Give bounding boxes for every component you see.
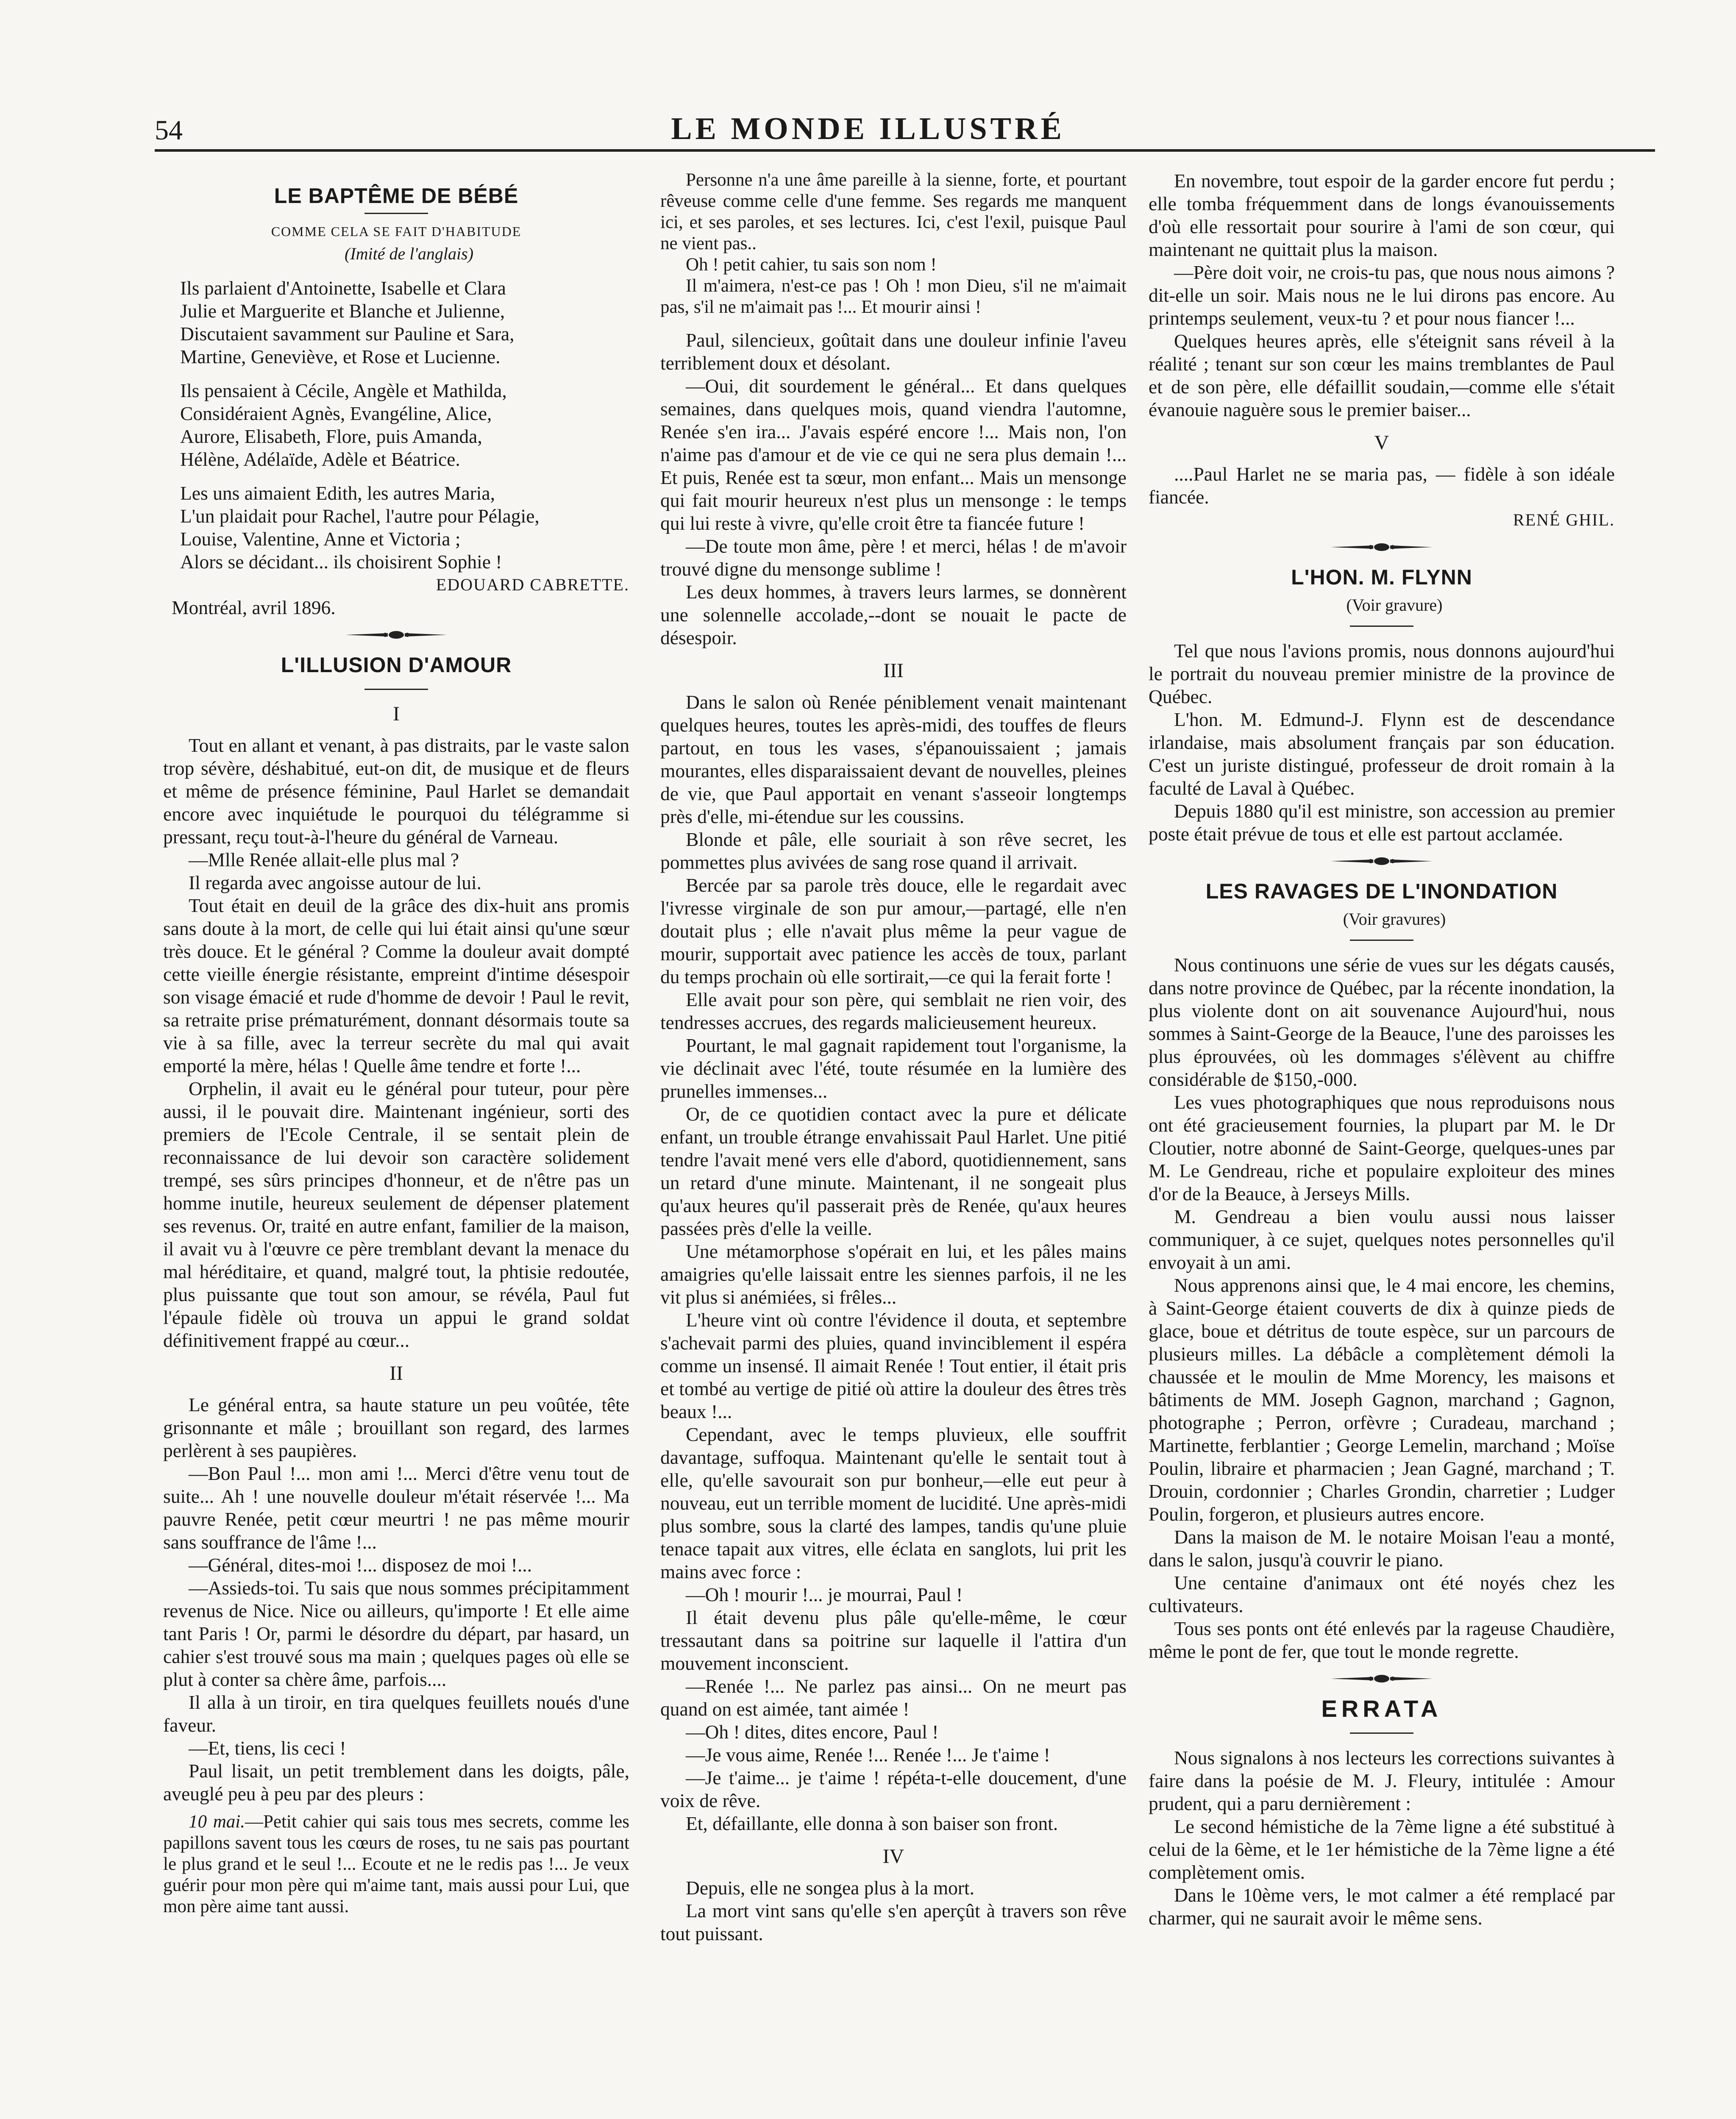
paragraph: Oh ! petit cahier, tu sais son nom ! [686,255,937,275]
paragraph: Paul, silencieux, goûtait dans une douleur infinie l'aveu terriblement doux et désolant. [660,329,1127,374]
flynn-subtitle: (Voir gravure) [1346,595,1443,615]
paragraph: Une centaine d'animaux ont été noyés chez les cultivateurs. [1149,1572,1615,1616]
ornament-divider [341,630,451,640]
paragraph: —Et, tiens, lis ceci ! [189,1737,346,1759]
paragraph: Il regarda avec angoisse autour de lui. [189,872,482,893]
section-number: III [883,659,904,682]
ravages-subtitle: (Voir gravures) [1343,909,1446,929]
paragraph: —Renée !... Ne parlez pas ainsi... On ne meurt pas quand on est aimée, tant aimée ! [660,1675,1127,1720]
paragraph: Depuis, elle ne songea plus à la mort. [686,1877,975,1899]
poem-line: Alors se décidant... ils choisirent Sophie ! [180,551,502,573]
poem-line: Discutaient savamment sur Pauline et Sara, [180,323,515,345]
paragraph: Les vues photographiques que nous reproduisons nous ont été gracieusement fournies, la plupart par M. le Dr Cloutier, notre abonné de Saint-George, quelques-unes par M. Le Gendreau, riche et populaire exploiteur des mines d'or de la Beauce, à Jerseys Mills. [1149,1091,1615,1204]
paragraph: —Oh ! dites, dites encore, Paul ! [686,1721,939,1743]
poem-line: Louise, Valentine, Anne et Victoria ; [180,528,461,550]
illusion-title: L'ILLUSION D'AMOUR [281,653,512,677]
paragraph: Pourtant, le mal gagnait rapidement tout l'organisme, la vie déclinait avec l'été, toute résumée en la lumière des prunelles immenses... [660,1034,1127,1102]
ornament-divider [1327,856,1437,866]
poem-stanza-1 [163,277,629,368]
poem-line: Ils parlaient d'Antoinette, Isabelle et Clara [180,277,506,299]
paragraph: Tout était en deuil de la grâce des dix-huit ans promis sans doute à la mort, de celle qui lui était ainsi qu'une sœur très douce. Et le général ? Comme la douleur avait dompté cette vieille énergie résistante, empreint d'intime désespoir son visage émacié et rude d'homme de devoir ! Paul le revit, sa retraite prise prématurément, donnant désormais toute sa vie à sa fille, avec la terreur secrète du mal qui avait emporté la mère, hélas ! Quelle âme tendre et forte !... [163,895,629,1076]
bapteme-imite: (Imité de l'anglais) [344,244,474,263]
header-rule [155,149,1655,152]
poem-line: Les uns aimaient Edith, les autres Maria, [180,482,495,504]
paragraph: En novembre, tout espoir de la garder encore fut perdu ; elle tomba fréquemment dans de longs évanouissements d'où elle ressortait pour sourire à l'ami de son cœur, qui maintenant ne quittait plus la maison. [1149,170,1615,260]
paragraph: —Je t'aime... je t'aime ! répéta-t-elle doucement, d'une voix de rêve. [660,1767,1127,1811]
poem-stanza-3 [163,482,629,573]
column-1 [163,170,629,1917]
section-number: II [389,1362,403,1385]
diary-text: —Petit cahier qui sais tous mes secrets, comme les papillons savent tous les cœurs de roses, tu ne sais pas pourtant le plus grand et le seul !... Ecoute et ne le redis pas !... Je veux guérir pour mon père qui m'aime tant, mais aussi pour Lui, que mon père aime tant aussi. [163,1812,630,1916]
paragraph: Cependant, avec le temps pluvieux, elle souffrit davantage, suffoqua. Maintenant qu'elle le sentait tout à elle, qu'elle savourait son pur bonheur,—elle eut peur à nouveau, eut un terrible moment de lucidité. Une après-midi plus sombre, sous la clarté des lampes, tandis qu'une pluie tenace tapait aux vitres, elle éclata en sanglots, lui prit les mains avec force : [660,1424,1127,1582]
paragraph: Blonde et pâle, elle souriait à son rêve secret, les pommettes plus avivées de sang rose quand il arrivait. [660,829,1127,873]
paragraph: Elle avait pour son père, qui semblait ne rien voir, des tendresses accrues, des regards malicieusement heureux. [660,989,1127,1033]
paragraph: ....Paul Harlet ne se maria pas, — fidèle à son idéale fiancée. [1149,463,1615,508]
paragraph: Quelques heures après, elle s'éteignit sans réveil à la réalité ; tenant sur son cœur les mains tremblantes de Paul et de son père, elle défaillit soudain,—comme elle s'était évanouie naguère sous le premier baiser... [1149,330,1615,420]
page-number: 54 [155,115,183,146]
paragraph: Et, défaillante, elle donna à son baiser son front. [686,1813,1058,1834]
poem-line: Aurore, Elisabeth, Flore, puis Amanda, [180,425,482,447]
paragraph: —Je vous aime, Renée !... Renée !... Je t'aime ! [686,1744,1050,1766]
paragraph: —Général, dites-moi !... disposez de moi !... [189,1554,532,1576]
title-underline [364,689,428,690]
paragraph: Dans le salon où Renée péniblement venait maintenant quelques heures, toutes les après-midi, des touffes de fleurs partout, en tous les vases, s'épanouissaient ; jamais mourantes, elles disparaissaient devant de nouvelles, pleines de vie, que Paul apportait en venant s'asseoir longtemps près d'elle, mi-étendue sur les coussins. [660,691,1127,827]
paragraph: Nous continuons une série de vues sur les dégats causés, dans notre province de Québec, par la récente inondation, la plus violente dont on ait souvenance Aujourd'hui, nous sommes à Saint-George de la Beauce, l'une des paroisses les plus éprouvées, où les dommages s'élèvent au chiffre considérable de $150,-000. [1149,954,1615,1090]
paragraph: L'heure vint où contre l'évidence il douta, et septembre s'achevait parmi des pluies, quand invinciblement il espéra comme un insensé. Il aimait Renée ! Tout entier, il était pris et tombé au vertige de pitié où attire la douleur des êtres très beaux !... [660,1309,1127,1422]
paragraph: Il alla à un tiroir, en tira quelques feuillets noués d'une faveur. [163,1691,629,1736]
section-number: IV [882,1845,904,1868]
paragraph: Il m'aimera, n'est-ce pas ! Oh ! mon Dieu, s'il ne m'aimait pas, s'il ne m'aimait pas !... Et mourir ainsi ! [660,276,1127,317]
paragraph: Paul lisait, un petit tremblement dans les doigts, pâle, aveuglé peu à peu par des pleurs : [163,1760,629,1805]
paragraph: Bercée par sa parole très douce, elle le regardait avec l'ivresse virginale de son pur amour,—partagé, elle n'en doutait plus ; elle n'avait plus même la peur vague de mourir, supportait avec patience les accès de toux, parlant du temps prochain où elle sortirait,—ce qui la ferait forte ! [660,874,1127,987]
column-2 [660,170,1127,1945]
poem-line: L'un plaidait pour Rachel, l'autre pour Pélagie, [180,505,540,527]
poem-line: Ils pensaient à Cécile, Angèle et Mathilda, [180,380,507,401]
section-number: V [1374,431,1389,454]
title-underline [1350,940,1413,941]
title-underline [364,213,428,214]
section-number: I [393,703,400,725]
ravages-title: LES RAVAGES DE L'INONDATION [1205,879,1558,903]
title-underline [1350,626,1413,627]
bapteme-title: LE BAPTÊME DE BÉBÉ [274,184,519,208]
paragraph: Dans la maison de M. le notaire Moisan l'eau a monté, dans le salon, jusqu'à couvrir le piano. [1149,1526,1615,1571]
poem-stanza-2 [163,379,629,471]
paragraph: Une métamorphose s'opérait en lui, et les pâles mains amaigries qu'elle laissait entre les siennes parfois, il ne les vit plus si anémiées, si frêles... [660,1240,1127,1308]
diary-continued [660,170,1127,318]
paragraph: Orphelin, il avait eu le général pour tuteur, pour père aussi, il le pouvait dire. Maintenant ingénieur, sorti des premiers de l'Ecole Centrale, il se sentait plein de reconnaissance de lui devoir son caractère solidement trempé, ses sûrs principes d'honneur, et de n'être pas un homme inutile, heureux seulement de dépenser platement ses revenus. Or, traité en autre enfant, familier de la maison, il avait vu à l'œuvre ce père tremblant devant la menace du mal héréditaire, et quand, malgré tout, la phtisie redoutée, plus puissante que tout son amour, se révéla, Paul fut l'épaule fidèle où trouva un appui le grand soldat définitivement frappé au cœur... [163,1078,629,1351]
diary-date: 10 mai. [189,1812,245,1832]
paragraph: Tous ses ponts ont été enlevés par la rageuse Chaudière, même le pont de fer, que tout le monde regrette. [1149,1618,1615,1662]
paragraph: Tout en allant et venant, à pas distraits, par le vaste salon trop sévère, déshabitué, eut-on dit, de musique et de fleurs et même de présence féminine, Paul Harlet se demandait encore avec inquiétude le pourquoi du télégramme si pressant, reçu tout-à-l'heure du général de Varneau. [163,734,629,848]
paragraph: Depuis 1880 qu'il est ministre, son accession au premier poste était prévue de tous et elle est partout acclamée. [1149,800,1615,845]
paragraph: —Père doit voir, ne crois-tu pas, que nous nous aimons ? dit-elle un soir. Mais nous ne le lui dirons pas encore. Au printemps seulement, veux-tu ? et pour nous fiancer !... [1149,261,1615,329]
paragraph: —Bon Paul !... mon ami !... Merci d'être venu tout de suite... Ah ! une nouvelle douleur m'était réservée !... Ma pauvre Renée, petit cœur meurtri ! ne pas même mourir sans souffrance de l'âme !... [163,1463,629,1553]
illusion-signature: RENÉ GHIL. [1513,510,1615,529]
masthead: LE MONDE ILLUSTRÉ [671,111,1065,146]
poem-line: Julie et Marguerite et Blanche et Julienne, [180,300,505,322]
bapteme-subtitle: COMME CELA SE FAIT D'HABITUDE [271,224,522,239]
errata-title: ERRATA [1321,1695,1442,1722]
paragraph: Tel que nous l'avions promis, nous donnons aujourd'hui le portrait du nouveau premier ministre de la province de Québec. [1149,640,1615,707]
paragraph: Nous signalons à nos lecteurs les corrections suivantes à faire dans la poésie de M. J. Fleury, intitulée : Amour prudent, qui a paru dernièrement : [1149,1747,1615,1814]
paragraph: Or, de ce quotidien contact avec la pure et délicate enfant, un trouble étrange envahissait Paul Harlet. Une pitié tendre l'avait mené vers elle d'abord, quotidiennement, sans un retard d'une minute. Maintenant, il ne songeait plus qu'aux heures qu'il passerait près de Renée, qu'aux heures passées près d'elle la veille. [660,1103,1127,1239]
paragraph: Il était devenu plus pâle qu'elle-même, le cœur tressautant dans sa poitrine sur laquelle il l'attira d'un mouvement inconscient. [660,1607,1127,1674]
poem-line: Hélène, Adélaïde, Adèle et Béatrice. [180,448,460,470]
paragraph: Nous apprenons ainsi que, le 4 mai encore, les chemins, à Saint-George étaient couverts de dix à quinze pieds de glace, boue et détritus de toute espèce, sur un parcours de plusieurs milles. La débâcle a complètement démoli la chaussée et le moulin de Mme Morency, les maisons et bâtiments de MM. Joseph Gagnon, marchand ; Gagnon, photographe ; Perron, orfèvre ; Curadeau, marchand ; Martinette, ferblantier ; George Lemelin, marchand ; Moïse Poulin, libraire et pharmacien ; Jean Gagné, marchand ; T. Drouin, cordonnier ; Charles Grondin, charretier ; Ludger Poulin, forgeron, et plusieurs autres encore. [1149,1274,1615,1525]
paragraph: —De toute mon âme, père ! et merci, hélas ! de m'avoir trouvé digne du mensonge sublime ! [660,535,1127,580]
flynn-title: L'HON. M. FLYNN [1291,565,1472,589]
diary-excerpt [163,1811,629,1917]
paragraph: L'hon. M. Edmund-J. Flynn est de descendance irlandaise, mais absolument français par son éducation. C'est un juriste distingué, professeur de droit romain à la faculté de Laval à Québec. [1149,709,1615,799]
bapteme-dateline: Montréal, avril 1896. [172,597,336,618]
ornament-divider [1327,542,1437,552]
paragraph: —Oui, dit sourdement le général... Et dans quelques semaines, dans quelques mois, quand viendra l'automne, Renée s'en ira... J'avais espéré encore !... Mais non, l'on n'aime pas d'amour et de vie ce qui ne sera plus demain !... Et puis, Renée est ta sœur, mon enfant... Mais un mensonge qui fait mourir heureux n'est plus un mensonge : le temps qui lui reste à vivre, qu'elle croit être ta fiancée future ! [660,375,1127,534]
paragraph: Dans le 10ème vers, le mot calmer a été remplacé par charmer, qui ne saurait avoir le même sens. [1149,1884,1615,1929]
bapteme-signature: EDOUARD CABRETTE. [436,575,629,594]
title-underline [1350,1732,1413,1734]
paragraph: M. Gendreau a bien voulu aussi nous laisser communiquer, à ce sujet, quelques notes personnelles qu'il envoyait à un ami. [1149,1206,1615,1273]
paragraph: Personne n'a une âme pareille à la sienne, forte, et pourtant rêveuse comme celle d'une femme. Ses regards me manquent ici, et ses paroles, et ses lectures. Ici, c'est l'exil, puisque Paul ne vient pas.. [660,170,1127,253]
poem-line: Considéraient Agnès, Evangéline, Alice, [180,403,492,424]
paragraph: —Assieds-toi. Tu sais que nous sommes précipitamment revenus de Nice. Nice ou ailleurs, qu'importe ! Et elle aime tant Paris ! Or, parmi le désordre du départ, par hasard, un cahier s'est trouvé sous ma main ; quelques pages où elle se plut à conter sa chère âme, parfois.... [163,1577,629,1690]
paragraph: La mort vint sans qu'elle s'en aperçût à travers son rêve tout puissant. [660,1900,1127,1944]
paragraph: —Mlle Renée allait-elle plus mal ? [189,849,459,870]
poem-line: Martine, Geneviève, et Rose et Lucienne. [180,346,501,367]
paragraph: Le second hémistiche de la 7ème ligne a été substitué à celui de la 6ème, et le 1er hémistiche de la 7ème ligne a été complètement omis. [1149,1816,1615,1883]
ornament-divider [1327,1674,1437,1683]
column-3 [1149,170,1615,1930]
paragraph: Les deux hommes, à travers leurs larmes, se donnèrent une solennelle accolade,--dont se nouait le pacte de désespoir. [660,581,1127,648]
paragraph: Le général entra, sa haute stature un peu voûtée, tête grisonnante et mâle ; brouillant son regard, des larmes perlèrent à ses paupières. [163,1394,629,1461]
paragraph: —Oh ! mourir !... je mourrai, Paul ! [686,1584,963,1605]
